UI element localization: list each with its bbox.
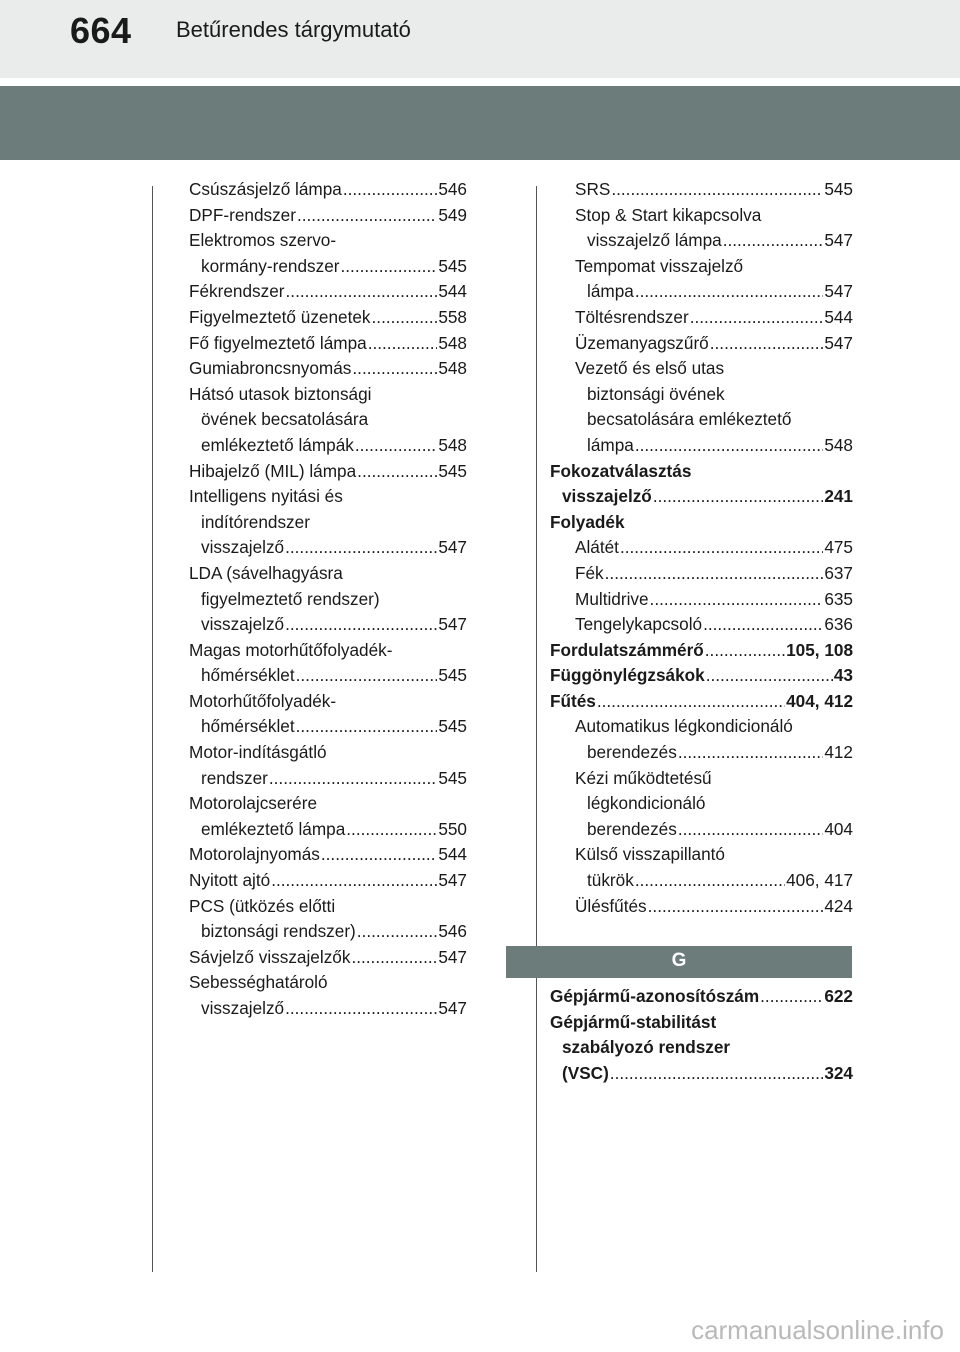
entry-text: Tengelykapcsoló [575, 614, 703, 635]
entry-text: Ülésfűtés [575, 895, 647, 916]
dot-leader [355, 433, 437, 459]
index-entry [575, 177, 853, 203]
entry-text: Sebességhatároló [189, 972, 328, 993]
right-column [550, 177, 853, 919]
entry-line [575, 177, 853, 203]
dot-leader [703, 612, 823, 638]
page-ref: 105, 108 [786, 639, 853, 660]
entry-text: biztonsági rendszer) [201, 921, 356, 942]
entry-line [189, 996, 467, 1022]
entry-text: Gépjármű-stabilitást [550, 1011, 717, 1032]
g-entries [550, 984, 853, 1086]
entry-text: biztonsági övének [587, 383, 725, 404]
entry-line [189, 535, 467, 561]
index-entry-futes [550, 689, 853, 715]
page-ref: 547 [438, 998, 467, 1018]
page-ref: 404 [824, 818, 853, 839]
index-entry [575, 714, 853, 765]
entry-text: Automatikus légkondicionáló [575, 716, 793, 737]
entry-text: szabályozó rendszer [562, 1037, 731, 1058]
entry-line [550, 484, 853, 510]
entry-line [189, 305, 467, 331]
entry-text: indítórendszer [201, 511, 310, 532]
center-divider [536, 186, 537, 1272]
page-ref: 546 [438, 179, 467, 199]
entry-line [189, 356, 467, 382]
entry-text: légkondicionáló [587, 793, 706, 814]
dot-leader [635, 868, 785, 894]
page-ref: 544 [438, 281, 467, 302]
page-ref: 547 [438, 870, 467, 891]
entry-text: hőmérséklet [201, 665, 295, 686]
dot-leader [343, 177, 437, 203]
page-ref: 548 [438, 434, 467, 455]
page-ref: 544 [824, 306, 853, 327]
page-ref: 547 [438, 946, 467, 967]
index-entry [189, 331, 467, 357]
index-entry [189, 868, 467, 894]
entry-line [575, 228, 853, 254]
index-entry [575, 254, 853, 305]
dot-leader [610, 1061, 824, 1087]
index-entry [575, 356, 853, 458]
entry-text: emlékeztető lámpa [201, 818, 346, 839]
entry-line [189, 203, 467, 229]
entry-text: visszajelző [201, 537, 285, 558]
page-ref: 424 [824, 895, 853, 916]
entry-text: Magas motorhűtőfolyadék- [189, 639, 393, 660]
entry-text: PCS (ütközés előtti [189, 895, 336, 916]
entry-text: Figyelmeztető üzenetek [189, 306, 371, 327]
page-ref: 43 [833, 665, 853, 686]
entry-text: Stop & Start kikapcsolva [575, 204, 762, 225]
entry-text: Hibajelző (MIL) lámpa [189, 460, 357, 481]
entry-line [189, 433, 467, 459]
entry-text: emlékeztető lámpák [201, 434, 354, 455]
page-ref: 547 [438, 614, 467, 635]
entry-text: Fékrendszer [189, 281, 285, 302]
entry-text: Motorolajcserére [189, 793, 317, 814]
entry-line [575, 331, 853, 357]
dot-leader [635, 279, 824, 305]
dot-leader [706, 663, 833, 689]
entry-line [575, 868, 853, 894]
entry-line [189, 919, 467, 945]
dot-leader [285, 535, 437, 561]
entry-line [189, 766, 467, 792]
left-column [189, 177, 467, 1022]
entry-line [575, 612, 853, 638]
entry-text: Üzemanyagszűrő [575, 332, 709, 353]
index-entry [189, 894, 467, 945]
dot-leader [285, 996, 437, 1022]
entry-text: kormány-rendszer [201, 255, 340, 276]
entry-text: figyelmeztető rendszer) [201, 588, 380, 609]
dot-leader [341, 254, 438, 280]
entry-line [189, 714, 467, 740]
index-entry [189, 842, 467, 868]
header-bar [0, 0, 960, 78]
entry-text: Kézi működtetésű [575, 767, 712, 788]
entry-text: Multidrive [575, 588, 649, 609]
index-entry [189, 791, 467, 842]
page-ref: 548 [438, 358, 467, 379]
entry-line [189, 177, 467, 203]
index-entry [575, 331, 853, 357]
index-entry-gepjarmu-azonosito [550, 984, 853, 1010]
page-ref: 412 [824, 742, 853, 763]
entry-text: Nyitott ajtó [189, 870, 271, 891]
index-entry [575, 561, 853, 587]
page-ref: 241 [824, 486, 853, 507]
entry-text: Alátét [575, 537, 619, 558]
entry-line [189, 663, 467, 689]
entry-text: visszajelző [201, 614, 285, 635]
entry-text: rendszer [201, 767, 268, 788]
entry-line [575, 305, 853, 331]
index-entry [189, 356, 467, 382]
index-entry [189, 228, 467, 279]
entry-line [550, 1061, 853, 1087]
entry-text: Fordulatszámmérő [550, 639, 704, 660]
page-ref: 636 [824, 614, 853, 635]
entry-text: visszajelző [201, 998, 285, 1018]
entry-line [189, 842, 467, 868]
index-entry-gepjarmu-stabilitas [550, 1010, 853, 1087]
entry-text: berendezés [587, 818, 677, 839]
page-ref: 545 [438, 460, 467, 481]
dot-leader [678, 740, 823, 766]
dot-leader [678, 817, 823, 843]
entry-text: övének becsatolására [201, 409, 369, 430]
index-entry [189, 689, 467, 740]
page-ref: 549 [438, 204, 467, 225]
page-ref: 550 [438, 818, 467, 839]
page-ref: 545 [438, 665, 467, 686]
dot-leader [620, 535, 823, 561]
entry-text: Elektromos szervo- [189, 230, 337, 251]
index-entry [189, 638, 467, 689]
entry-text: LDA (sávelhagyásra [189, 562, 343, 583]
entry-text: Függönylégzsákok [550, 665, 705, 686]
page-ref: 545 [438, 716, 467, 737]
index-entry [189, 279, 467, 305]
entry-line [575, 279, 853, 305]
dot-leader [705, 638, 785, 664]
entry-text: Gépjármű-azonosítószám [550, 986, 760, 1006]
entry-text: visszajelző [562, 486, 652, 507]
entry-text: Fő figyelmeztető lámpa [189, 332, 367, 353]
entry-line [575, 894, 853, 920]
dot-leader [296, 663, 438, 689]
page-ref: 475 [824, 537, 853, 558]
index-entry [575, 587, 853, 613]
dot-leader [296, 714, 438, 740]
dot-leader [269, 766, 437, 792]
entry-line [575, 740, 853, 766]
entry-line [189, 612, 467, 638]
index-entry [575, 766, 853, 843]
page-ref: 558 [438, 306, 467, 327]
entry-text: Fék [575, 562, 604, 583]
page-ref: 406, 417 [786, 870, 853, 891]
entry-line [189, 331, 467, 357]
entry-text: Folyadék [550, 511, 625, 532]
dot-leader [285, 612, 437, 638]
entry-line [189, 254, 467, 280]
entry-text: (VSC) [562, 1062, 609, 1083]
page-ref: 544 [438, 844, 467, 865]
dot-leader [286, 279, 438, 305]
entry-text: lámpa [587, 434, 634, 455]
dot-leader [597, 689, 785, 715]
dot-leader [321, 842, 437, 868]
entry-text: Hátsó utasok biztonsági [189, 383, 372, 404]
dot-leader [372, 305, 438, 331]
dot-leader [648, 894, 824, 920]
entry-line [189, 945, 467, 971]
subentries [550, 535, 853, 637]
entry-text: DPF-rendszer [189, 204, 296, 225]
entry-text: Tempomat visszajelző [575, 255, 744, 276]
dot-leader [351, 945, 437, 971]
dot-leader [723, 228, 824, 254]
entry-text: Csúszásjelző lámpa [189, 179, 342, 199]
entry-text: Fokozatválasztás [550, 460, 692, 481]
entry-text: Töltésrendszer [575, 306, 689, 327]
dot-leader [271, 868, 437, 894]
page-ref: 404, 412 [786, 690, 853, 711]
entry-text: Motorolajnyomás [189, 844, 320, 865]
entry-text: tükrök [587, 870, 634, 891]
entry-text: Motorhűtőfolyadék- [189, 690, 337, 711]
page-ref: 545 [438, 255, 467, 276]
dot-leader [605, 561, 824, 587]
index-entry [189, 459, 467, 485]
dot-leader [357, 459, 437, 485]
page-ref: 547 [824, 281, 853, 302]
dot-leader [710, 331, 824, 357]
entry-text: Sávjelző visszajelzők [189, 946, 351, 967]
page-ref: 324 [824, 1062, 853, 1083]
entry-line [575, 535, 853, 561]
entry-text: Külső visszapillantó [575, 844, 725, 865]
index-entry [189, 561, 467, 638]
page-title: Betűrendes tárgymutató [176, 17, 411, 42]
dot-leader [635, 433, 824, 459]
dot-leader [760, 984, 823, 1010]
page-ref: 545 [438, 767, 467, 788]
entry-line [189, 817, 467, 843]
entry-text: hőmérséklet [201, 716, 295, 737]
index-entry [575, 842, 853, 893]
page-ref: 547 [438, 537, 467, 558]
dot-leader [690, 305, 824, 331]
entry-line [189, 279, 467, 305]
header-band [0, 86, 960, 160]
entry-line [189, 459, 467, 485]
index-entry-folyadek [550, 510, 853, 638]
page-ref: 622 [824, 986, 853, 1006]
page-number: 664 [70, 10, 132, 51]
index-entry [575, 203, 853, 254]
index-entry [189, 970, 467, 1021]
entry-line [189, 868, 467, 894]
section-header-g: G [506, 946, 852, 978]
page-ref: 548 [438, 332, 467, 353]
entry-line [575, 587, 853, 613]
page-ref: 548 [824, 434, 853, 455]
entry-text: berendezés [587, 742, 677, 763]
index-entry-fordulat [550, 638, 853, 664]
entry-text: Motor-indításgátló [189, 742, 327, 763]
dot-leader [357, 919, 438, 945]
entry-text: Vezető és első utas [575, 358, 725, 379]
index-entry [189, 177, 467, 203]
left-divider [152, 186, 153, 1272]
page-ref: 547 [824, 230, 853, 251]
index-entry-fuggony [550, 663, 853, 689]
index-entry [189, 484, 467, 561]
entry-text: lámpa [587, 281, 634, 302]
entry-line [575, 561, 853, 587]
index-entry [575, 535, 853, 561]
entry-text: becsatolására emlékeztető [587, 409, 792, 430]
entry-text: Gumiabroncsnyomás [189, 358, 352, 379]
index-entry [189, 740, 467, 791]
subentries [550, 714, 853, 919]
entry-text: Fűtés [550, 690, 596, 711]
dot-leader [653, 484, 824, 510]
index-entry [189, 203, 467, 229]
dot-leader [650, 587, 824, 613]
index-entry [189, 382, 467, 459]
index-entry [575, 894, 853, 920]
dot-leader [611, 177, 823, 203]
page-ref: 545 [824, 179, 853, 199]
page-ref: 637 [824, 562, 853, 583]
index-entry [575, 305, 853, 331]
index-entry [189, 945, 467, 971]
dot-leader [368, 331, 438, 357]
index-entry [575, 612, 853, 638]
entry-line [575, 817, 853, 843]
index-entry-fokozat [550, 459, 853, 510]
watermark: carmanualsonline.info [691, 1315, 944, 1345]
entry-line [575, 433, 853, 459]
index-entry [189, 305, 467, 331]
right-column-subentries [550, 177, 853, 459]
dot-leader [297, 203, 437, 229]
entry-text: visszajelző lámpa [587, 230, 722, 251]
page-ref: 635 [824, 588, 853, 609]
entry-text: Intelligens nyitási és [189, 486, 343, 507]
dot-leader [352, 356, 437, 382]
entry-text: SRS [575, 179, 611, 199]
dot-leader [346, 817, 437, 843]
page-ref: 546 [438, 921, 467, 942]
page-ref: 547 [824, 332, 853, 353]
